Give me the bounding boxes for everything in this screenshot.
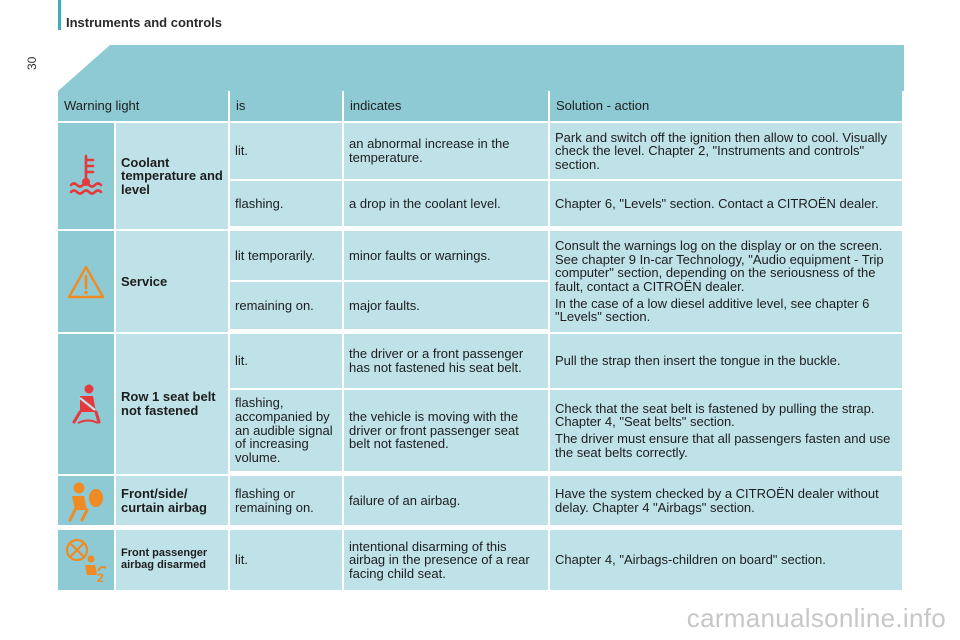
airbag-solution: Have the system checked by a CITROËN dealer without delay. Chapter 4 "Airbags" section.: [550, 476, 904, 530]
watermark: carmanualsonline.info: [686, 603, 946, 633]
page-number: 30: [25, 56, 39, 70]
table-row: [58, 231, 904, 282]
column-header-indicates: indicates: [344, 91, 550, 123]
section-title: Instruments and controls: [66, 15, 223, 30]
seatbelt-indicates-flashing: the vehicle is moving with the driver or front passenger seat belt not fastened.: [344, 390, 550, 476]
coolant-indicates-flashing: a drop in the coolant level.: [344, 181, 550, 231]
coolant-name: Coolant temperature and level: [116, 123, 230, 231]
seatbelt-is-flashing: flashing, accompanied by an audible signal of increasing volume.: [230, 390, 344, 476]
airbag-disarmed-indicates: intentional disarming of this airbag in the presence of a rear facing child seat.: [344, 530, 550, 592]
decorative-header-band: [58, 45, 904, 91]
service-indicates-major: major faults.: [344, 282, 550, 334]
airbag-icon: [58, 480, 114, 522]
coolant-solution-lit: Park and switch off the ignition then allow to cool. Visually check the level. Chapter 2, "Instruments and controls" section.: [550, 123, 904, 181]
seatbelt-name: Row 1 seat belt not fastened: [116, 334, 230, 476]
coolant-indicates-lit: an abnormal increase in the temperature.: [344, 123, 550, 181]
airbag-is: flashing or remaining on.: [230, 476, 344, 530]
seatbelt-icon-cell: [58, 334, 116, 476]
service-solution: [550, 231, 904, 334]
airbag-disarmed-icon-cell: [58, 530, 116, 592]
service-is-remaining-on: remaining on.: [230, 282, 344, 334]
svg-text:2: 2: [97, 571, 104, 583]
column-header-is: is: [230, 91, 344, 123]
seat-belt-icon: [58, 382, 114, 426]
table-header-row: [58, 91, 904, 123]
seatbelt-indicates-lit: the driver or a front passenger has not fastened his seat belt.: [344, 334, 550, 390]
coolant-icon-cell: [58, 123, 116, 231]
seatbelt-solution-paragraph: The driver must ensure that all passengers fasten and use the seat belts correctly.: [555, 431, 891, 460]
coolant-solution-flashing: Chapter 6, "Levels" section. Contact a CITROËN dealer.: [550, 181, 904, 231]
seatbelt-solution-flashing: [550, 390, 904, 476]
seatbelt-solution-paragraph: Pull the strap then insert the tongue in the buckle.: [555, 353, 841, 369]
service-name: Service: [116, 231, 230, 334]
column-header-warning-light: Warning light: [58, 91, 230, 123]
airbag-indicates: failure of an airbag.: [344, 476, 550, 530]
table-row: [58, 123, 904, 181]
service-warning-icon: [58, 264, 114, 300]
section-accent-bar: [58, 0, 61, 30]
airbag-icon-cell: [58, 476, 116, 530]
coolant-is-flashing: flashing.: [230, 181, 344, 231]
passenger-airbag-off-icon: [58, 537, 114, 583]
table-row: [58, 334, 904, 390]
coolant-temperature-icon: [58, 152, 114, 200]
service-icon-cell: [58, 231, 116, 334]
airbag-name: Front/side/ curtain airbag: [116, 476, 230, 530]
seatbelt-is-lit: lit.: [230, 334, 344, 390]
service-solution-paragraph: Consult the warnings log on the display or on the screen. See chapter 9 In-car Technology, "Audio equipment - Trip computer" section, depending on the seriousness of the fault, contact a CITROËN dealer.: [555, 238, 884, 294]
coolant-is-lit: lit.: [230, 123, 344, 181]
seatbelt-solution-lit: [550, 334, 904, 390]
airbag-disarmed-solution: Chapter 4, "Airbags-children on board" section.: [550, 530, 904, 592]
service-is-lit-temporarily: lit temporarily.: [230, 231, 344, 282]
warning-lights-table: [58, 91, 904, 592]
table-row: [58, 530, 904, 592]
service-indicates-minor: minor faults or warnings.: [344, 231, 550, 282]
service-solution-paragraph: In the case of a low diesel additive level, see chapter 6 "Levels" section.: [555, 295, 870, 325]
table-row: [58, 476, 904, 530]
column-header-solution: Solution - action: [550, 91, 904, 123]
airbag-disarmed-is: lit.: [230, 530, 344, 592]
seatbelt-solution-paragraph: Check that the seat belt is fastened by pulling the strap. Chapter 4, "Seat belts" section.: [555, 400, 875, 430]
airbag-disarmed-name: Front passenger airbag disarmed: [116, 530, 230, 592]
